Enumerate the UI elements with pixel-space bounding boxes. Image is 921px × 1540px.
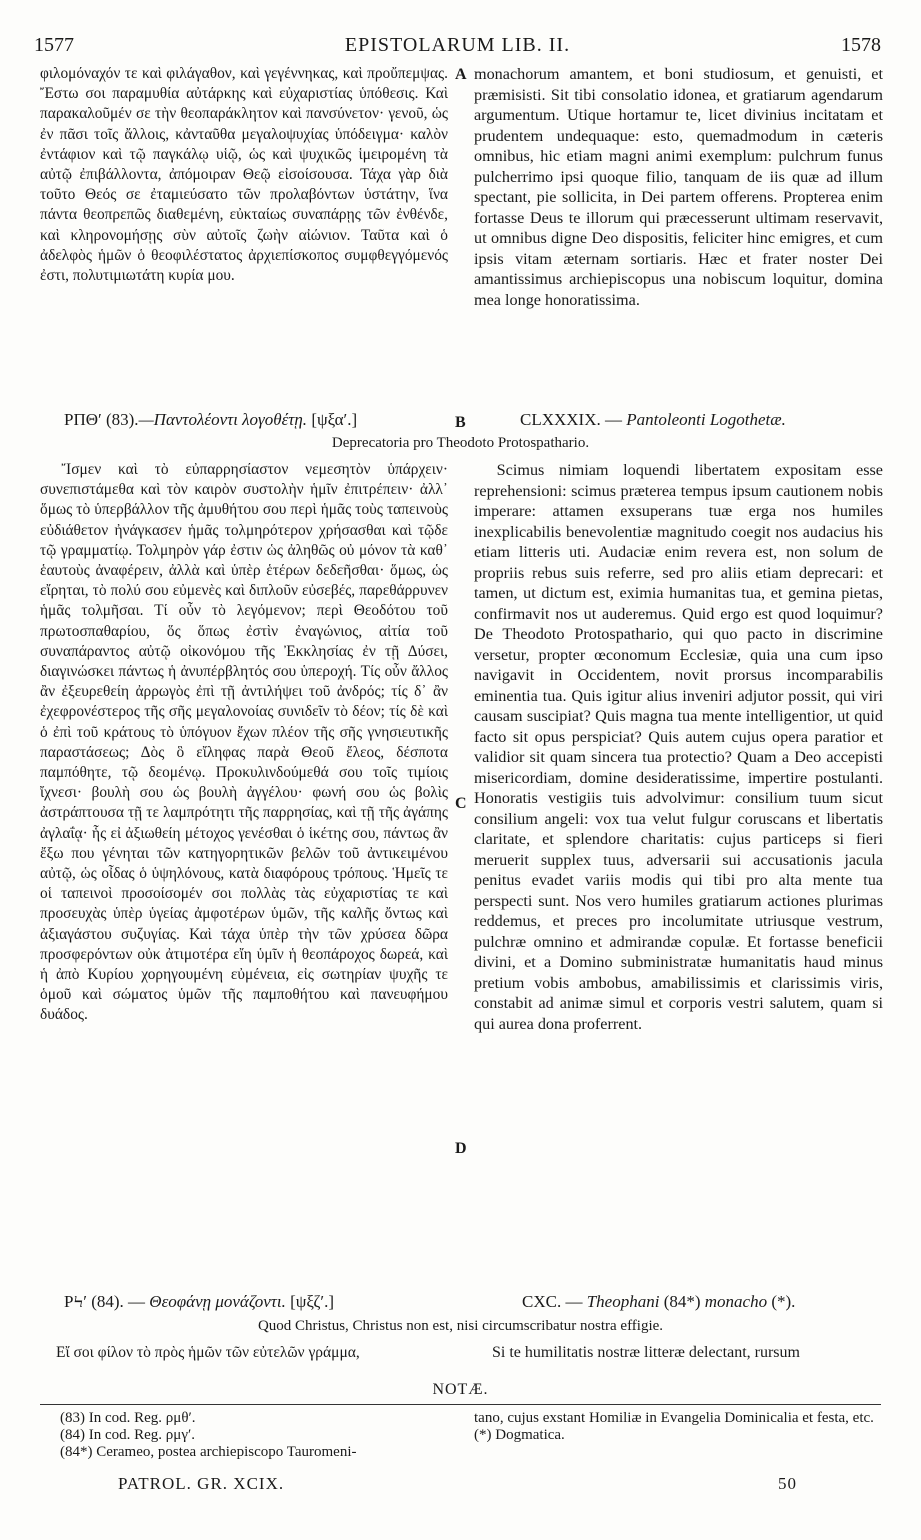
left-page-number: 1577	[34, 34, 74, 56]
notes-right: tano, cujus exstant Homiliæ in Evangelia Dominicalia et festa, etc. (*) Dogmatica.	[474, 1410, 874, 1443]
greek-addressee: Θεοφάνῃ μονάζοντι.	[149, 1292, 286, 1311]
notes-heading: NOTÆ.	[432, 1381, 489, 1398]
margin-letter-b: B	[455, 414, 466, 431]
latin-letter-190-first-line: Si te humilitatis nostræ litteræ delectant, rursum	[492, 1344, 800, 1361]
latin-letter-number: CLXXXIX. —	[520, 410, 622, 429]
latin-text-189	[474, 460, 883, 1034]
running-title: EPISTOLARUM LIB. II.	[344, 34, 571, 56]
margin-letter-d: D	[455, 1140, 467, 1157]
latin-letter-number: CXC. —	[522, 1292, 583, 1311]
greek-reference: [ψξαʹ.]	[311, 410, 358, 429]
latin-letter-189-body: Scimus nimiam loquendi libertatem expositam esse reprehensioni: scimus præterea tempus ipsum cautionem nobis imperare: attamen exsuperans tuæ erga nos humiles inexplicabilis benevolentiæ magnitudo coegit nos audacius his etiam litteris uti. Audaciæ enim revera est, non solum de propriis rebus suis referre, sed pro aliis etiam deprecari: et tamen, ut dictum est, eximia humanitas tua, et gemina pietas, confirmavit nos ut auderemus. Quid ergo est quod loquimur? De Theodoto Protospathario, qui quo pacto in discrimine versetur, propter œconomum Ecclesiæ, quia una cum ipso navigavit in Occidentem, novit prorsus incomparabilis eminentia tua. Quis igitur alius inveniri adjutor possit, qui viri causam suscipiat? Quis magna tua mente intelligentior, ut quid facto sit opus perspiciat? Quis autem cujus opera paratior et validior sit quam sincera tua protectio? Quam a Deo accepisti misericordiam, domine desideratissime, impertire postulanti. Honoratis vestigiis tuis advolvimur: consilium tuum sicut consilium angeli: vox tua velut fulgur coruscans et libertatis claritate, et splendore charitatis: cujus particeps si fieri meruerit supplex tuus, adversarii sui accusationis jacula penitus evadet variis modis qui tibi pro alta mente tua perspecti sunt. Nos vero humiles gratiarum actiones plurimas reddemus, et preces pro incolumitate utriusque vestrum, pulchræ omnino et admirandæ copulæ. Et fortasse beneficii divini, et a Domino subministratæ humanitatis haud minus pretium vobis ambobus, amabilissimis et clarissimis viris, constabit ad animæ simul et corporis vestri salutem, quam si qui aurea dona proferrent.	[474, 461, 883, 1033]
letter-189-subtitle: Deprecatoria pro Theodoto Protospathario.	[331, 435, 590, 451]
latin-heading-189	[520, 410, 786, 430]
latin-paragraph-continued: monachorum amantem, et boni studiosum, et genuisti, et præmisisti. Sit tibi consolatio idonea, et gratiarum agendarum argumentum. Utique hortamur te, licet divinius incitatam et prudentem undequaque: esto, quemadmodum in cæteris omnibus, hic etiam magni animi exemplum: pulchrum funus pulcherrimo ipsi quoque filio, tanquam de iis quæ ad illum spectant, pie sollicita, in Dei partem offerens. Propterea enim fortasse Deus te illorum qui præcesserunt ultimam reservavit, ut omnibus digne Deo dispositis, feliciter hinc emigres, et cum ipsis vitam æternam sortiaris. Hæc et frater noster Dei amantissimus archiepiscopus una nobiscum loquitur, domina mea longe honoratissima.	[474, 65, 883, 309]
running-header	[34, 34, 881, 60]
greek-addressee: —Παντολέοντι λογοθέτῃ.	[138, 410, 308, 429]
margin-letter-a: A	[455, 66, 467, 83]
notes-divider	[40, 1404, 881, 1405]
latin-addressee-title: monacho	[704, 1292, 768, 1311]
latin-heading-190	[522, 1292, 795, 1312]
greek-letter-189-body: Ἴσμεν καὶ τὸ εὐπαρρησίαστον νεμεσητὸν ὑπάρχειν· συνεπιστάμεθα καὶ τὸν καιρὸν συστολὴν ἡμῖν ἐπιτρέπειν· ἀλλ᾽ ὅμως τὸ ὑπερβάλλον τῆς ἀμυθήτου σου περὶ ἡμᾶς τοὺς ταπεινοὺς εὐδιάθετον ἠνάγκασεν ἡμᾶς τολμηρότερον χρήσασθαι καὶ τῷδε τῷ γραμματίῳ. Τολμηρὸν γάρ ἐστιν ὡς ἀληθῶς οὐ μόνον τὰ καθ᾽ ἑαυτοὺς ἀναφέρειν, ἀλλὰ καὶ ὑπὲρ ἑτέρων δεδεῆσθαι· ὅμως, ὡς εἴρηται, τὸ πολύ σου εὐμενὲς καὶ διπλοῦν εὐσεβές, παρεθάρρυνεν ἡμᾶς τολμῆσαι. Τί οὖν τὸ λεγόμενον; περὶ Θεοδότου τοῦ πρωτοσπαθαρίου, ὅς ὅπως ἐστὶν ἐναγώνιος, αἰτία τοῦ συναπάραντος αὐτῷ οἰκονόμου τῆς Ἐκκλησίας ἐν τῇ Δύσει, διαγινώσκει πάντως ἡ ἀνυπέρβλητός σου ὑπεροχή. Τίς οὖν ἄλλος ἂν ἐξευρεθείη ἀρρωγὸς ἐπὶ τῇ ἀντιλήψει τοῦ ἀνδρός; τίς δ᾽ ἂν ἐχεφρονέστερος τῆς σῆς μεγαλονοίας συνιδεῖν τὸ δέον; τίς δὲ καὶ ὁ ἐπὶ τοῦ κράτους τὸ ὑπόγυον ἔχων πλέον τῆς σῆς γνησιευτικῆς παραστάσεως; Δὸς ὃ εἴληφας παρὰ Θεοῦ ἔλεος, δέσποτα παμπόθητε, τῷ δεομένῳ. Προκυλινδούμεθά σου τοῖς τιμίοις ἴχνεσι· βουλὴ σου ὡς βουλὴ ἀγγέλου· φωνή σου ὡς βολὶς ἀστράπτουσα τῇ τε λαμπρότητι τῆς παρρησίας, καὶ τῇ τῆς ἀγάπης ἀγλαΐᾳ· ἧς εἰ ἀξιωθείη μέτοχος γενέσθαι ὁ ἱκέτης σου, πάντως ἂν ἔξω που γένηται τῶν κατηγορητικῶν βελῶν τοῦ ἀντικειμένου αὐτῷ, ὡς οἶδας ὁ ὑψηλόνους, κατὰ διαφόρους τρόπους. Ἡμεῖς τε οἱ ταπεινοὶ προσοίσομέν σοι πολλὰς τὰς εὐχαριστίας τε καὶ προσευχὰς ὑπὲρ ὑγείας ἀμφοτέρων ὑμῶν, τῆς καλῆς ὄντως καὶ ἀξιαγάστου συζυγίας. Καὶ τάχα ὑπὲρ τὴν τῶν χρύσεα δῶρα προσφερόντων οὐκ ἀτιμοτέρα εἴη ὑμῖν ἡ θεοπάροχος δωρεά, καὶ ἡ ἀπὸ Κυρίου χορηγουμένη εὐμένεια, εἰς σωτηρίαν ψυχῆς τε ὁμοῦ καὶ σώματος ὑμῶν τῆς παμποθήτου καὶ πανευφήμου δυάδος.	[40, 461, 448, 1024]
latin-text-top	[474, 64, 883, 310]
greek-paragraph-continued: φιλομόναχόν τε καὶ φιλάγαθον, καὶ γεγέννηκας, καὶ προὔπεμψας. Ἔστω σοι παραμυθία αὐτάρκης καὶ εὐχαριστίας ὑπόθεσις. Καὶ παρακαλοῦμέν σε τὴν θεοπαράκλητον καὶ πανσύνετον· γενοῦ, ὡς ἐν πᾶσι τοῖς ἄλλοις, κἀνταῦθα μεγαλοψυχίας ὑπόδειγμα· καλὸν ἐντάφιον καὶ τῷ παγκάλῳ υἱῷ, ὡς καὶ ψυχικῶς ἱμειρομένη τὰ αὐτῷ ἐπιβάλλοντα, ἀπόμοιραν Θεῷ εἰσοίσουσα. Τάχα γὰρ διὰ τοῦτο Θεός σε ἐταμιεύσατο τῶν προλαβόντων ὑστάτην, ἵνα πάντα θεοπρεπῶς διαθεμένη, εὐκταίως συναπάρῃς τῶν ἐνθένδε, καὶ κληρονομήσῃς σὺν αὐτοῖς ζωὴν αἰώνιον. Ταῦτα καὶ ὁ ἀδελφὸς ἡμῶν ὁ θεοφιλέστατος ἀρχιεπίσκοπος συμφθεγγόμενός ἐστι, πολυτιμιωτάτη κυρία μου.	[40, 65, 448, 285]
greek-letter-number: ΡϞʹ (84). —	[64, 1292, 146, 1311]
greek-text-top	[40, 64, 448, 286]
greek-text-189	[40, 460, 448, 1026]
latin-note-mark: (*).	[771, 1292, 796, 1311]
latin-addressee: Theophani	[586, 1292, 660, 1311]
greek-heading-189	[64, 410, 357, 430]
right-page-number: 1578	[841, 34, 881, 56]
latin-note-ref: (84*)	[663, 1292, 701, 1311]
footer-volume: PATROL. GR. XCIX.	[118, 1474, 285, 1493]
latin-addressee: Pantoleonti Logothetæ.	[626, 410, 786, 429]
footer-sheet-number: 50	[778, 1474, 797, 1493]
greek-reference: [ψξζʹ.]	[290, 1292, 335, 1311]
margin-letter-c: C	[455, 795, 467, 812]
greek-heading-190	[64, 1292, 334, 1312]
letter-190-subtitle: Quod Christus, Christus non est, nisi circumscribatur nostra effigie.	[257, 1318, 664, 1334]
notes-left: (83) In cod. Reg. ρμθʹ. (84) In cod. Reg. ρμγʹ. (84*) Cerameo, postea archiepiscopo Tauromeni-	[60, 1410, 357, 1460]
greek-letter-190-first-line: Εἴ σοι φίλον τὸ πρὸς ἡμῶν τῶν εὐτελῶν γράμμα,	[56, 1344, 360, 1361]
greek-letter-number: ΡΠΘʹ (83).	[64, 410, 139, 429]
